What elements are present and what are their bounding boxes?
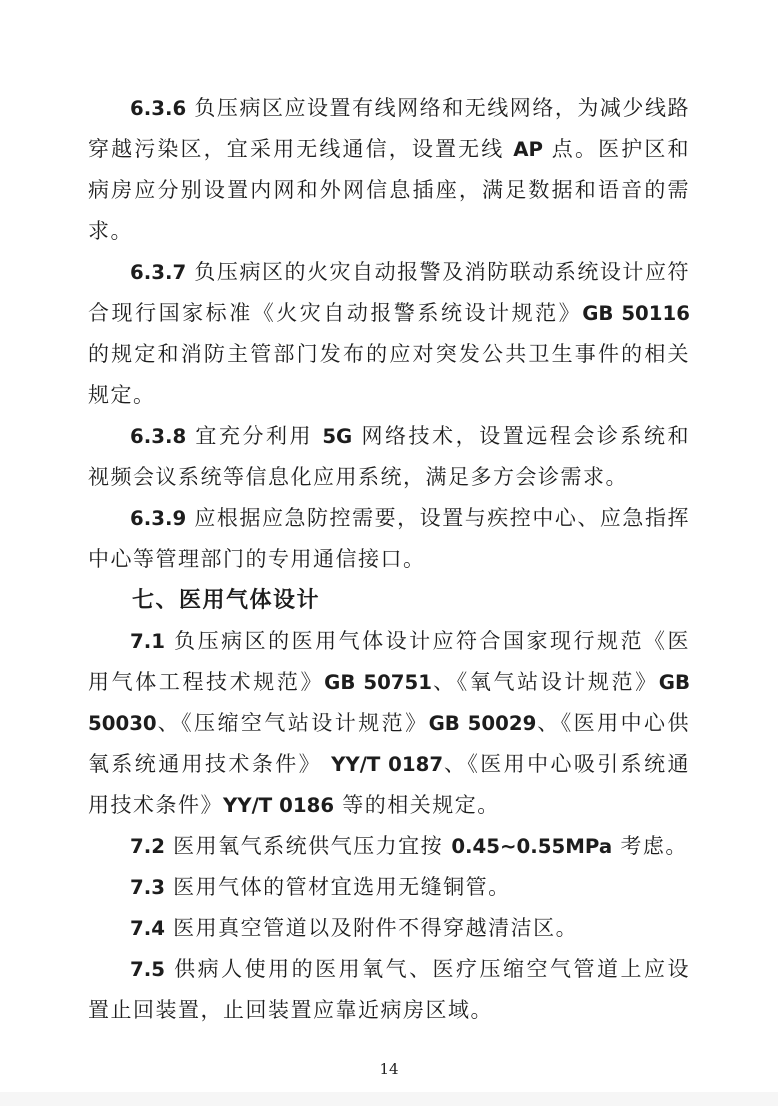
paragraph-clause-6-3-7: 6.3.7 负压病区的火灾自动报警及消防联动系统设计应符合现行国家标准《火灾自动报警系统设计规范》GB 50116 的规定和消防主管部门发布的应对突发公共卫生事件的相关规定。 bbox=[88, 260, 690, 407]
paragraph-clause-6-3-9: 6.3.9 应根据应急防控需要，设置与疾控中心、应急指挥中心等管理部门的专用通信接口。 bbox=[88, 506, 690, 571]
document-body bbox=[88, 88, 690, 1031]
paragraph-clause-7-1: 7.1 负压病区的医用气体设计应符合国家现行规范《医用气体工程技术规范》GB 50751、《氧气站设计规范》GB 50030、《压缩空气站设计规范》GB 50029、《医用中心供氧系统通用技术条件》 YY/T 0187、《医用中心吸引系统通用技术条件》YY/T 0186 等的相关规定。 bbox=[88, 629, 690, 817]
paragraph-clause-6-3-8: 6.3.8 宜充分利用 5G 网络技术，设置远程会诊系统和视频会议系统等信息化应用系统，满足多方会诊需求。 bbox=[88, 424, 690, 489]
paragraph-clause-7-3: 7.3 医用气体的管材宜选用无缝铜管。 bbox=[130, 875, 511, 899]
paragraph-clause-7-5: 7.5 供病人使用的医用氧气、医疗压缩空气管道上应设置止回装置，止回装置应靠近病房区域。 bbox=[88, 957, 690, 1022]
paragraph-clause-7-2: 7.2 医用氧气系统供气压力宜按 0.45~0.55MPa 考虑。 bbox=[130, 834, 688, 858]
page-number: 14 bbox=[379, 1060, 399, 1078]
paragraph-clause-7-4: 7.4 医用真空管道以及附件不得穿越清洁区。 bbox=[130, 916, 579, 940]
section-heading-medical-gas-design: 七、医用气体设计 bbox=[132, 588, 321, 613]
page-bottom-edge bbox=[0, 1092, 778, 1106]
paragraph-clause-6-3-6: 6.3.6 负压病区应设置有线网络和无线网络，为减少线路穿越污染区，宜采用无线通信，设置无线 AP 点。医护区和病房应分别设置内网和外网信息插座，满足数据和语音的需求。 bbox=[88, 96, 690, 243]
